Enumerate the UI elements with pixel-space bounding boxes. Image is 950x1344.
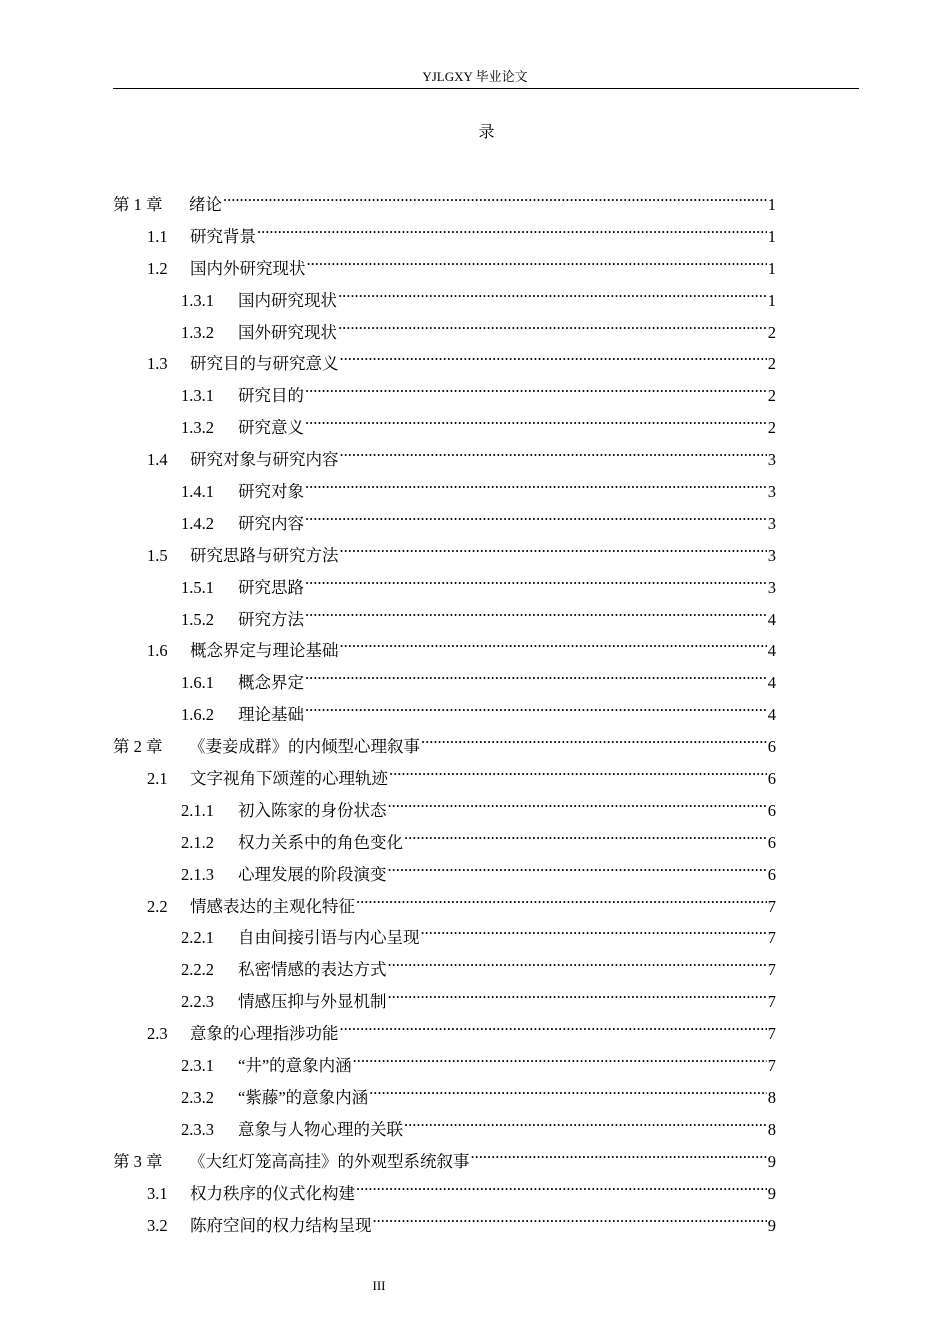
toc-dot-leader	[388, 947, 767, 975]
toc-entry-level-2[interactable]	[0, 1011, 950, 1043]
toc-entry-level-3[interactable]	[0, 692, 950, 724]
toc-entry-page: 9	[767, 1151, 776, 1171]
toc-entry-level-3[interactable]	[0, 820, 950, 852]
toc-entry-page: 2	[767, 418, 776, 438]
toc-entry-title: 研究思路与研究方法	[190, 545, 339, 565]
toc-entry-row	[181, 597, 776, 629]
page-number: III	[372, 1278, 386, 1293]
toc-entry-page: 7	[767, 1024, 776, 1044]
toc-dot-leader	[223, 182, 767, 210]
toc-entry-number: 1.4.2	[181, 513, 214, 533]
toc-entry-number: 2.2.1	[181, 928, 214, 948]
toc-entry-page: 1	[767, 226, 776, 246]
toc-entry-level-2[interactable]	[0, 628, 950, 660]
toc-dot-leader	[305, 660, 767, 688]
toc-entry-title: 《大红灯笼高高挂》的外观型系统叙事	[189, 1151, 470, 1171]
toc-entry-row	[181, 915, 776, 948]
toc-entry-number: 第 2 章	[113, 737, 163, 757]
toc-entry-level-3[interactable]	[0, 565, 950, 597]
toc-entry-number: 2.1	[147, 769, 168, 789]
toc-entry-title: 研究目的与研究意义	[190, 354, 339, 374]
toc-entry-row	[147, 884, 776, 916]
toc-entry-page: 3	[767, 513, 776, 533]
toc-entry-page: 6	[767, 864, 776, 884]
toc-entry-level-2[interactable]	[0, 246, 950, 278]
toc-entry-title: 陈府空间的权力结构呈现	[190, 1215, 372, 1235]
toc-entry-row	[147, 1171, 776, 1203]
toc-entry-title: 情感表达的主观化特征	[190, 896, 355, 916]
toc-dot-leader	[388, 852, 767, 880]
toc-entry-page: 2	[767, 354, 776, 374]
toc-entry-number: 1.5	[147, 545, 168, 565]
toc-entry-page: 4	[767, 705, 776, 725]
toc-entry-row	[181, 469, 776, 502]
toc-entry-title: 初入陈家的身份状态	[238, 800, 387, 820]
toc-entry-page: 6	[767, 737, 776, 757]
toc-entry-row	[147, 1011, 776, 1044]
toc-entry-level-2[interactable]	[0, 533, 950, 565]
toc-entry-level-2[interactable]	[0, 1171, 950, 1203]
toc-dot-leader	[356, 884, 767, 912]
toc-entry-page: 1	[767, 258, 776, 278]
toc-entry-number: 1.3.1	[181, 386, 214, 406]
toc-entry-number: 3.1	[147, 1183, 168, 1203]
toc-entry-number: 2.1.1	[181, 800, 214, 820]
toc-entry-number: 1.3.1	[181, 290, 214, 310]
toc-entry-page: 1	[767, 290, 776, 310]
toc-entry-page: 6	[767, 769, 776, 789]
toc-entry-number: 1.3.2	[181, 322, 214, 342]
toc-entry-row	[147, 1203, 776, 1235]
toc-dot-leader	[369, 1075, 767, 1103]
table-of-contents	[0, 182, 950, 1234]
toc-entry-number: 1.1	[147, 226, 168, 246]
toc-dot-leader	[471, 1139, 767, 1167]
toc-entry-title: 研究意义	[238, 418, 304, 438]
toc-dot-leader	[353, 1043, 767, 1071]
toc-entry-number: 2.2	[147, 896, 168, 916]
toc-entry-row	[181, 947, 776, 980]
toc-entry-page: 1	[767, 195, 776, 214]
toc-entry-number: 2.3.1	[181, 1056, 214, 1076]
toc-entry-page: 7	[767, 1056, 776, 1076]
toc-entry-page: 3	[767, 577, 776, 597]
toc-entry-row	[181, 1107, 776, 1139]
toc-dot-leader	[305, 597, 767, 625]
toc-dot-leader	[305, 405, 767, 433]
toc-dot-leader	[340, 628, 767, 656]
toc-entry-level-2[interactable]	[0, 341, 950, 373]
toc-entry-row	[181, 979, 776, 1012]
toc-entry-row	[147, 533, 776, 565]
toc-entry-title: 国内研究现状	[238, 290, 337, 310]
toc-dot-leader	[340, 341, 767, 369]
toc-entry-number: 1.6.2	[181, 705, 214, 725]
toc-entry-number: 2.2.2	[181, 960, 214, 980]
toc-entry-page: 6	[767, 832, 776, 852]
toc-title: 录	[478, 124, 495, 141]
toc-entry-level-3[interactable]	[0, 947, 950, 979]
toc-entry-page: 7	[767, 928, 776, 948]
toc-entry-row	[147, 246, 776, 278]
toc-entry-page: 3	[767, 482, 776, 502]
toc-entry-level-2[interactable]	[0, 884, 950, 916]
toc-dot-leader	[338, 278, 767, 306]
toc-entry-title: 理论基础	[238, 705, 304, 725]
toc-entry-title: 概念界定	[238, 673, 304, 693]
toc-entry-page: 7	[767, 992, 776, 1012]
toc-entry-row	[147, 756, 776, 789]
toc-entry-number: 1.3	[147, 354, 168, 374]
toc-entry-number: 1.2	[147, 258, 168, 278]
toc-entry-page: 3	[767, 545, 776, 565]
toc-entry-title: 研究背景	[190, 226, 256, 246]
toc-entry-page: 8	[767, 1119, 776, 1139]
toc-entry-page: 3	[767, 450, 776, 470]
toc-entry-number: 第 3 章	[113, 1151, 163, 1171]
toc-entry-title: 国外研究现状	[238, 322, 337, 342]
toc-entry-level-3[interactable]	[0, 310, 950, 342]
toc-entry-level-3[interactable]	[0, 373, 950, 405]
toc-dot-leader	[305, 565, 767, 593]
toc-entry-number: 1.4	[147, 450, 168, 470]
toc-entry-number: 1.5.1	[181, 577, 214, 597]
toc-dot-leader	[305, 373, 767, 401]
toc-entry-page: 9	[767, 1183, 776, 1203]
toc-entry-title: 绪论	[189, 195, 222, 214]
toc-entry-level-3[interactable]	[0, 1043, 950, 1075]
toc-entry-page: 6	[767, 800, 776, 820]
toc-entry-title: 意象与人物心理的关联	[238, 1119, 403, 1139]
toc-entry-row	[181, 373, 776, 406]
toc-dot-leader	[305, 692, 767, 720]
toc-entry-title: 概念界定与理论基础	[190, 641, 339, 661]
toc-entry-page: 7	[767, 896, 776, 916]
toc-dot-leader	[404, 1107, 767, 1135]
toc-entry-row	[113, 182, 776, 214]
toc-entry-number: 1.3.2	[181, 418, 214, 438]
toc-dot-leader	[340, 533, 767, 561]
toc-entry-level-2[interactable]	[0, 437, 950, 469]
toc-entry-level-3[interactable]	[0, 979, 950, 1011]
toc-entry-row	[181, 852, 776, 884]
toc-dot-leader	[421, 915, 767, 943]
toc-entry-level-3[interactable]	[0, 278, 950, 310]
running-header-title: YJLGXY 毕业论文	[422, 69, 528, 84]
toc-entry-page: 2	[767, 386, 776, 406]
toc-dot-leader	[388, 788, 767, 816]
toc-entry-title: 研究目的	[238, 386, 304, 406]
toc-entry-number: 2.3.3	[181, 1119, 214, 1139]
toc-entry-title: “紫藤”的意象内涵	[238, 1087, 369, 1107]
toc-entry-level-3[interactable]	[0, 501, 950, 533]
toc-entry-title: 权力关系中的角色变化	[238, 832, 403, 852]
toc-entry-row	[181, 692, 776, 725]
toc-entry-level-3[interactable]	[0, 1107, 950, 1139]
header-divider	[113, 88, 859, 89]
toc-entry-row	[181, 820, 776, 852]
toc-entry-level-2[interactable]	[0, 1203, 950, 1235]
toc-entry-level-2[interactable]	[0, 214, 950, 246]
toc-entry-number: 1.4.1	[181, 482, 214, 502]
toc-entry-number: 2.3.2	[181, 1087, 214, 1107]
toc-entry-row	[147, 628, 776, 661]
toc-entry-row	[181, 501, 776, 533]
toc-dot-leader	[340, 437, 767, 465]
toc-entry-title: 私密情感的表达方式	[238, 960, 387, 980]
toc-entry-number: 2.2.3	[181, 992, 214, 1012]
toc-entry-level-3[interactable]	[0, 788, 950, 820]
toc-entry-title: “井”的意象内涵	[238, 1056, 352, 1076]
toc-entry-row	[181, 1043, 776, 1076]
toc-entry-level-1[interactable]	[0, 1139, 950, 1171]
toc-entry-page: 8	[767, 1087, 776, 1107]
toc-entry-level-2[interactable]	[0, 756, 950, 788]
toc-entry-page: 2	[767, 322, 776, 342]
toc-entry-number: 2.1.2	[181, 832, 214, 852]
toc-entry-page: 4	[767, 673, 776, 693]
toc-dot-leader	[340, 1011, 767, 1039]
toc-entry-title: 情感压抑与外显机制	[238, 992, 387, 1012]
toc-entry-row	[181, 660, 776, 693]
toc-entry-row	[147, 341, 776, 374]
toc-entry-row	[181, 310, 776, 342]
toc-entry-title: 权力秩序的仪式化构建	[190, 1183, 355, 1203]
toc-entry-page: 4	[767, 609, 776, 629]
toc-entry-level-3[interactable]	[0, 597, 950, 629]
toc-entry-number: 1.6	[147, 641, 168, 661]
toc-entry-number: 1.6.1	[181, 673, 214, 693]
toc-entry-number: 2.3	[147, 1024, 168, 1044]
toc-entry-level-3[interactable]	[0, 852, 950, 884]
toc-entry-row	[181, 405, 776, 438]
toc-entry-number: 第 1 章	[113, 195, 163, 214]
toc-entry-row	[181, 565, 776, 597]
toc-entry-row	[181, 1075, 776, 1107]
toc-entry-title: 研究对象与研究内容	[190, 450, 339, 470]
toc-entry-row	[147, 437, 776, 470]
toc-entry-row	[147, 214, 776, 246]
toc-entry-title: 研究思路	[238, 577, 304, 597]
toc-dot-leader	[421, 724, 767, 752]
toc-entry-title: 自由间接引语与内心呈现	[238, 928, 420, 948]
toc-dot-leader	[356, 1171, 767, 1199]
toc-entry-title: 研究方法	[238, 609, 304, 629]
toc-entry-level-3[interactable]	[0, 660, 950, 692]
toc-entry-level-1[interactable]	[0, 182, 950, 214]
toc-entry-level-1[interactable]	[0, 724, 950, 756]
toc-dot-leader	[305, 469, 767, 497]
toc-dot-leader	[388, 979, 767, 1007]
toc-entry-level-3[interactable]	[0, 915, 950, 947]
toc-entry-number: 3.2	[147, 1215, 168, 1235]
toc-dot-leader	[338, 310, 767, 338]
toc-entry-title: 文字视角下颂莲的心理轨迹	[190, 769, 388, 789]
toc-entry-title: 研究内容	[238, 513, 304, 533]
toc-dot-leader	[389, 756, 767, 784]
toc-entry-title: 《妻妾成群》的内倾型心理叙事	[189, 737, 420, 757]
toc-dot-leader	[305, 501, 767, 529]
toc-entry-row	[113, 724, 776, 757]
toc-entry-title: 心理发展的阶段演变	[238, 864, 387, 884]
toc-entry-page: 4	[767, 641, 776, 661]
toc-dot-leader	[373, 1203, 767, 1231]
toc-dot-leader	[404, 820, 767, 848]
toc-entry-title: 意象的心理指涉功能	[190, 1024, 339, 1044]
toc-entry-page: 9	[767, 1215, 776, 1235]
toc-entry-row	[113, 1139, 776, 1171]
toc-entry-number: 2.1.3	[181, 864, 214, 884]
toc-entry-title: 国内外研究现状	[190, 258, 306, 278]
toc-entry-level-3[interactable]	[0, 1075, 950, 1107]
toc-dot-leader	[257, 214, 767, 242]
toc-entry-row	[181, 278, 776, 310]
toc-entry-level-3[interactable]	[0, 469, 950, 501]
toc-entry-page: 7	[767, 960, 776, 980]
toc-dot-leader	[307, 246, 767, 274]
toc-entry-title: 研究对象	[238, 482, 304, 502]
toc-entry-level-3[interactable]	[0, 405, 950, 437]
toc-entry-row	[181, 788, 776, 820]
toc-entry-number: 1.5.2	[181, 609, 214, 629]
